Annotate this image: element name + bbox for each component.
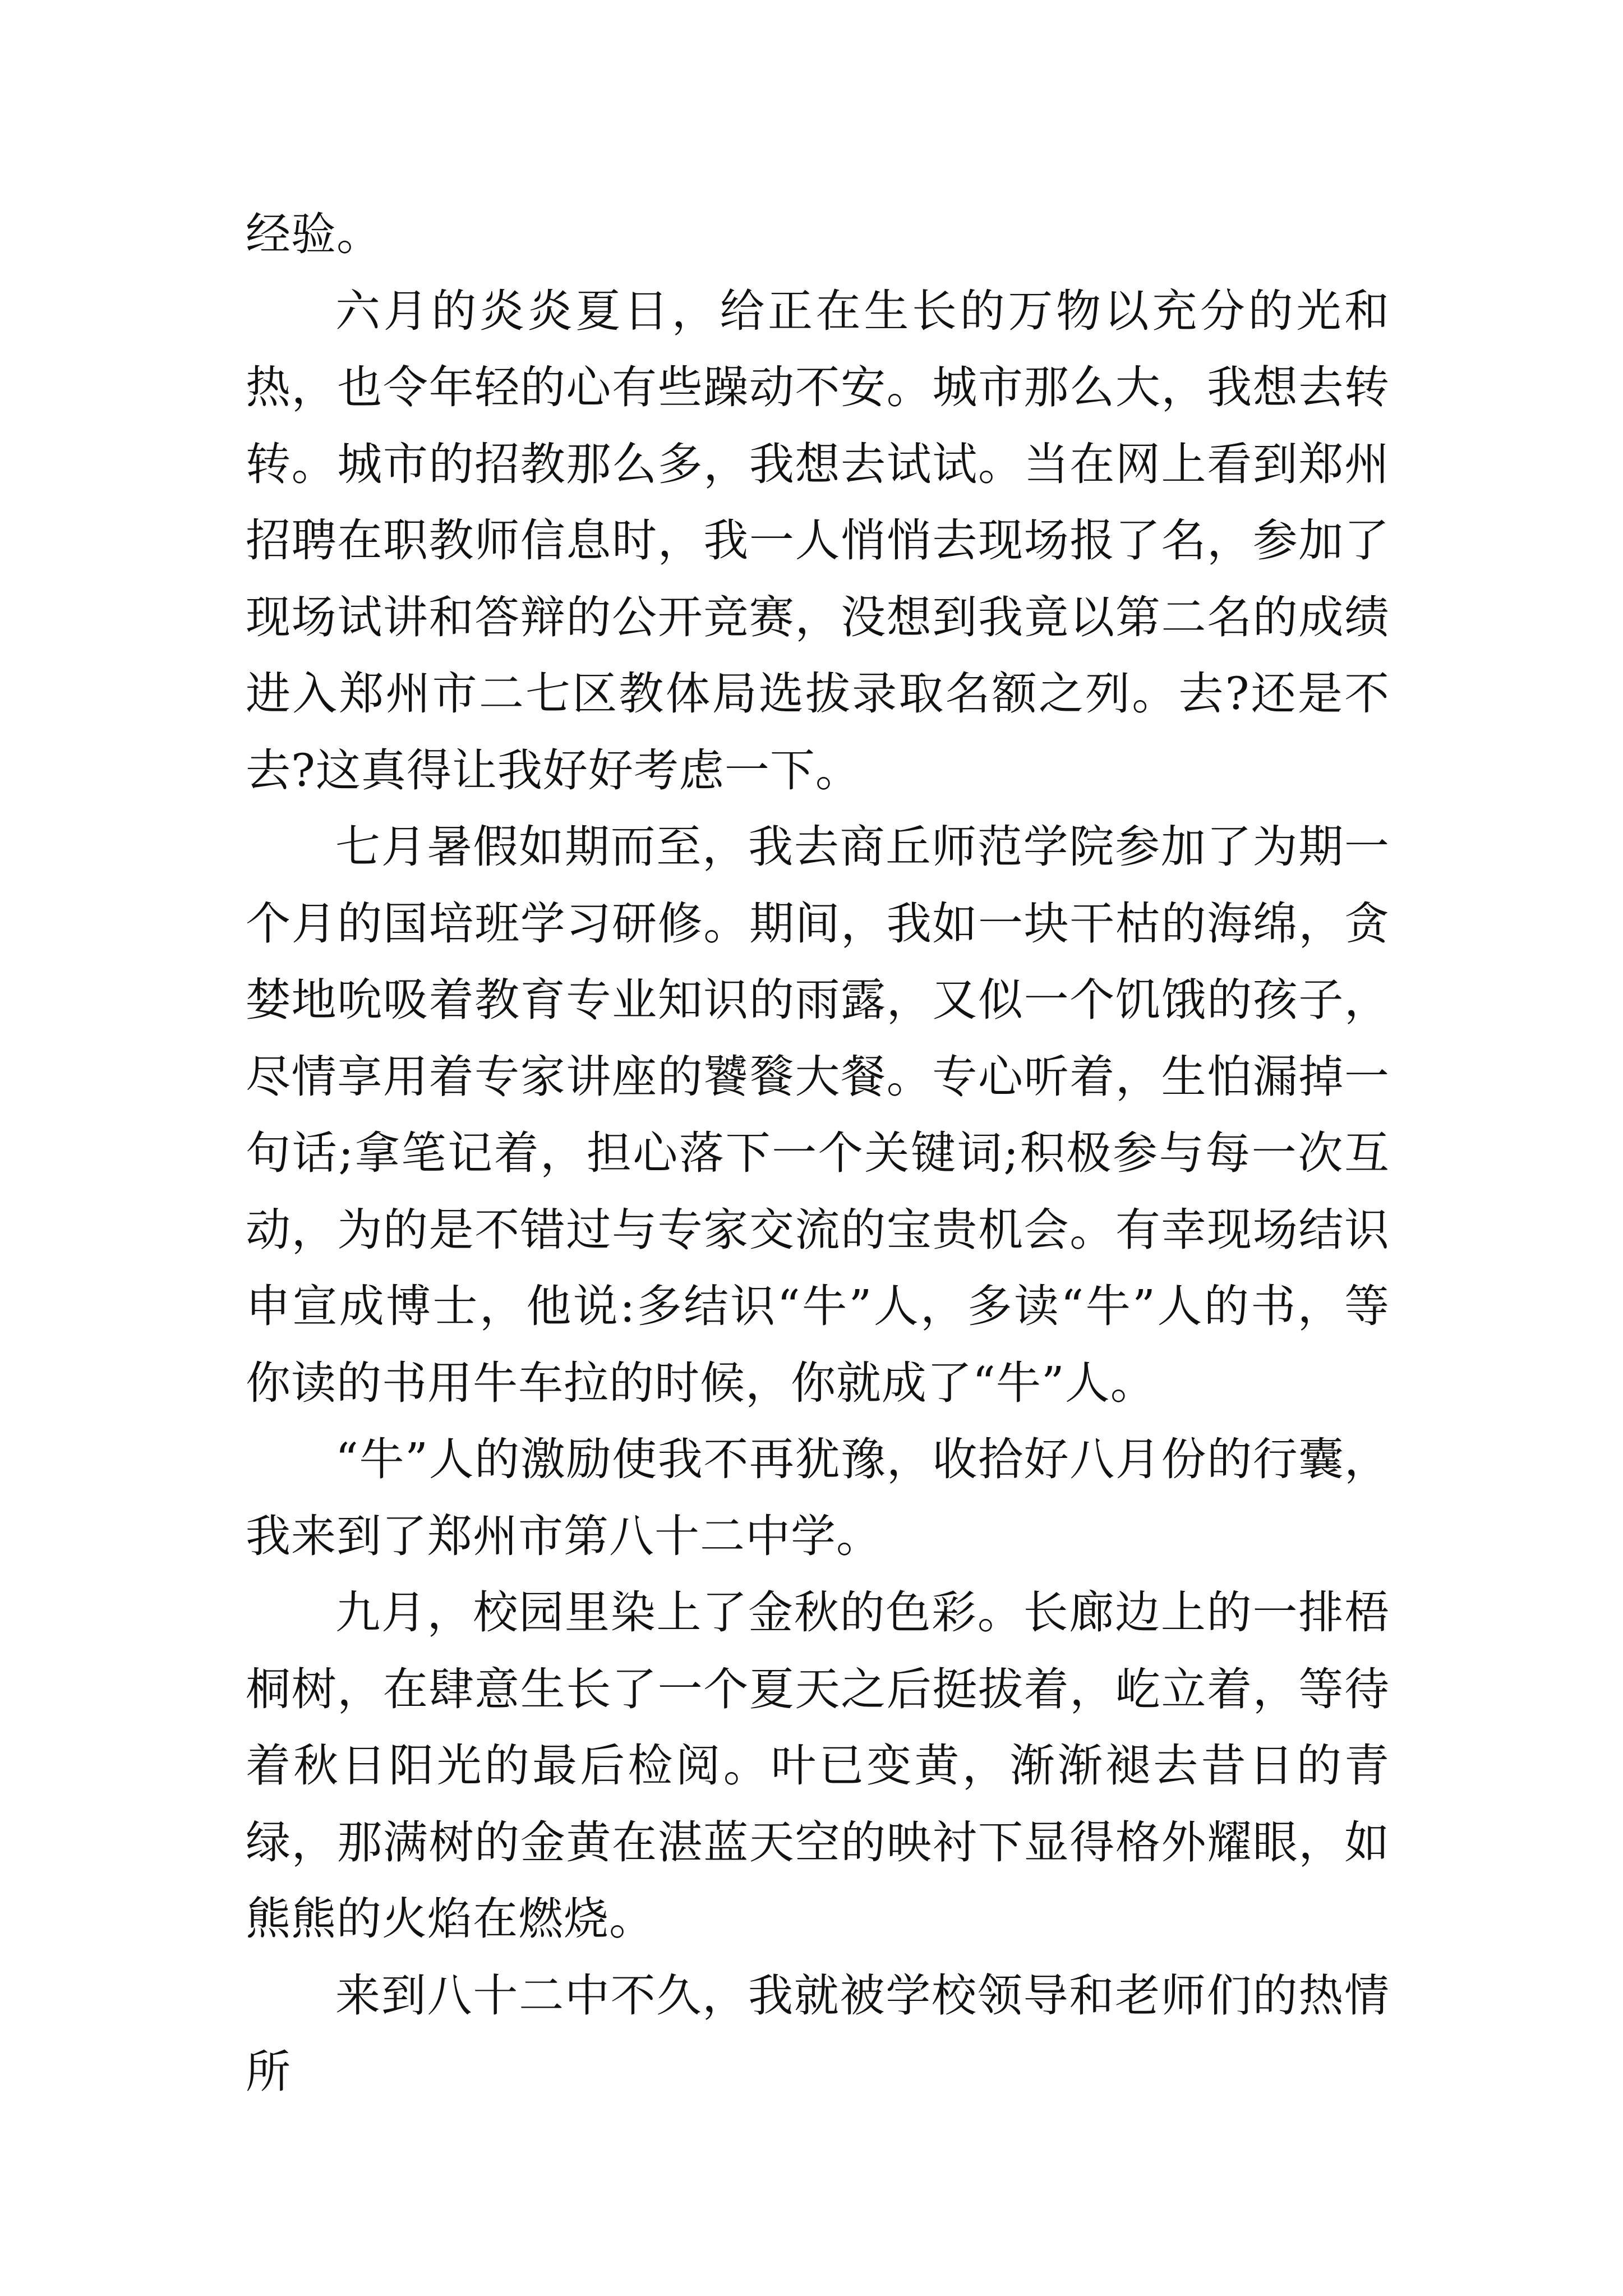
body-text [246, 196, 1390, 2111]
paragraph-3: 七月暑假如期而至，我去商丘师范学院参加了为期一个月的国培班学习研修。期间，我如一块干枯的海绵，贪婪地吮吸着教育专业知识的雨露，又似一个饥饿的孩子，尽情享用着专家讲座的饕餮大餐。专心听着，生怕漏掉一句话;拿笔记着，担心落下一个关键词;积极参与每一次互动，为的是不错过与专家交流的宝贵机会。有幸现场结识申宣成博士，他说:多结识“牛”人，多读“牛”人的书，等你读的书用牛车拉的时候，你就成了“牛”人。 [246, 821, 1390, 1409]
paragraph-4: “牛”人的激励使我不再犹豫，收拾好八月份的行囊，我来到了郑州市第八十二中学。 [246, 1433, 1390, 1562]
paragraph-6: 来到八十二中不久，我就被学校领导和老师们的热情所 [246, 1969, 1390, 2098]
paragraph-1: 经验。 [246, 208, 382, 260]
paragraph-5: 九月，校园里染上了金秋的色彩。长廊边上的一排梧桐树，在肆意生长了一个夏天之后挺拔着，屹立着，等待着秋日阳光的最后检阅。叶已变黄，渐渐褪去昔日的青绿，那满树的金黄在湛蓝天空的映衬下显得格外耀眼，如熊熊的火焰在燃烧。 [246, 1586, 1390, 1945]
paragraph-2: 六月的炎炎夏日，给正在生长的万物以充分的光和热，也令年轻的心有些躁动不安。城市那么大，我想去转转。城市的招教那么多，我想去试试。当在网上看到郑州招聘在职教师信息时，我一人悄悄去现场报了名，参加了现场试讲和答辩的公开竞赛，没想到我竟以第二名的成绩进入郑州市二七区教体局选拔录取名额之列。去?还是不去?这真得让我好好考虑一下。 [246, 284, 1390, 797]
